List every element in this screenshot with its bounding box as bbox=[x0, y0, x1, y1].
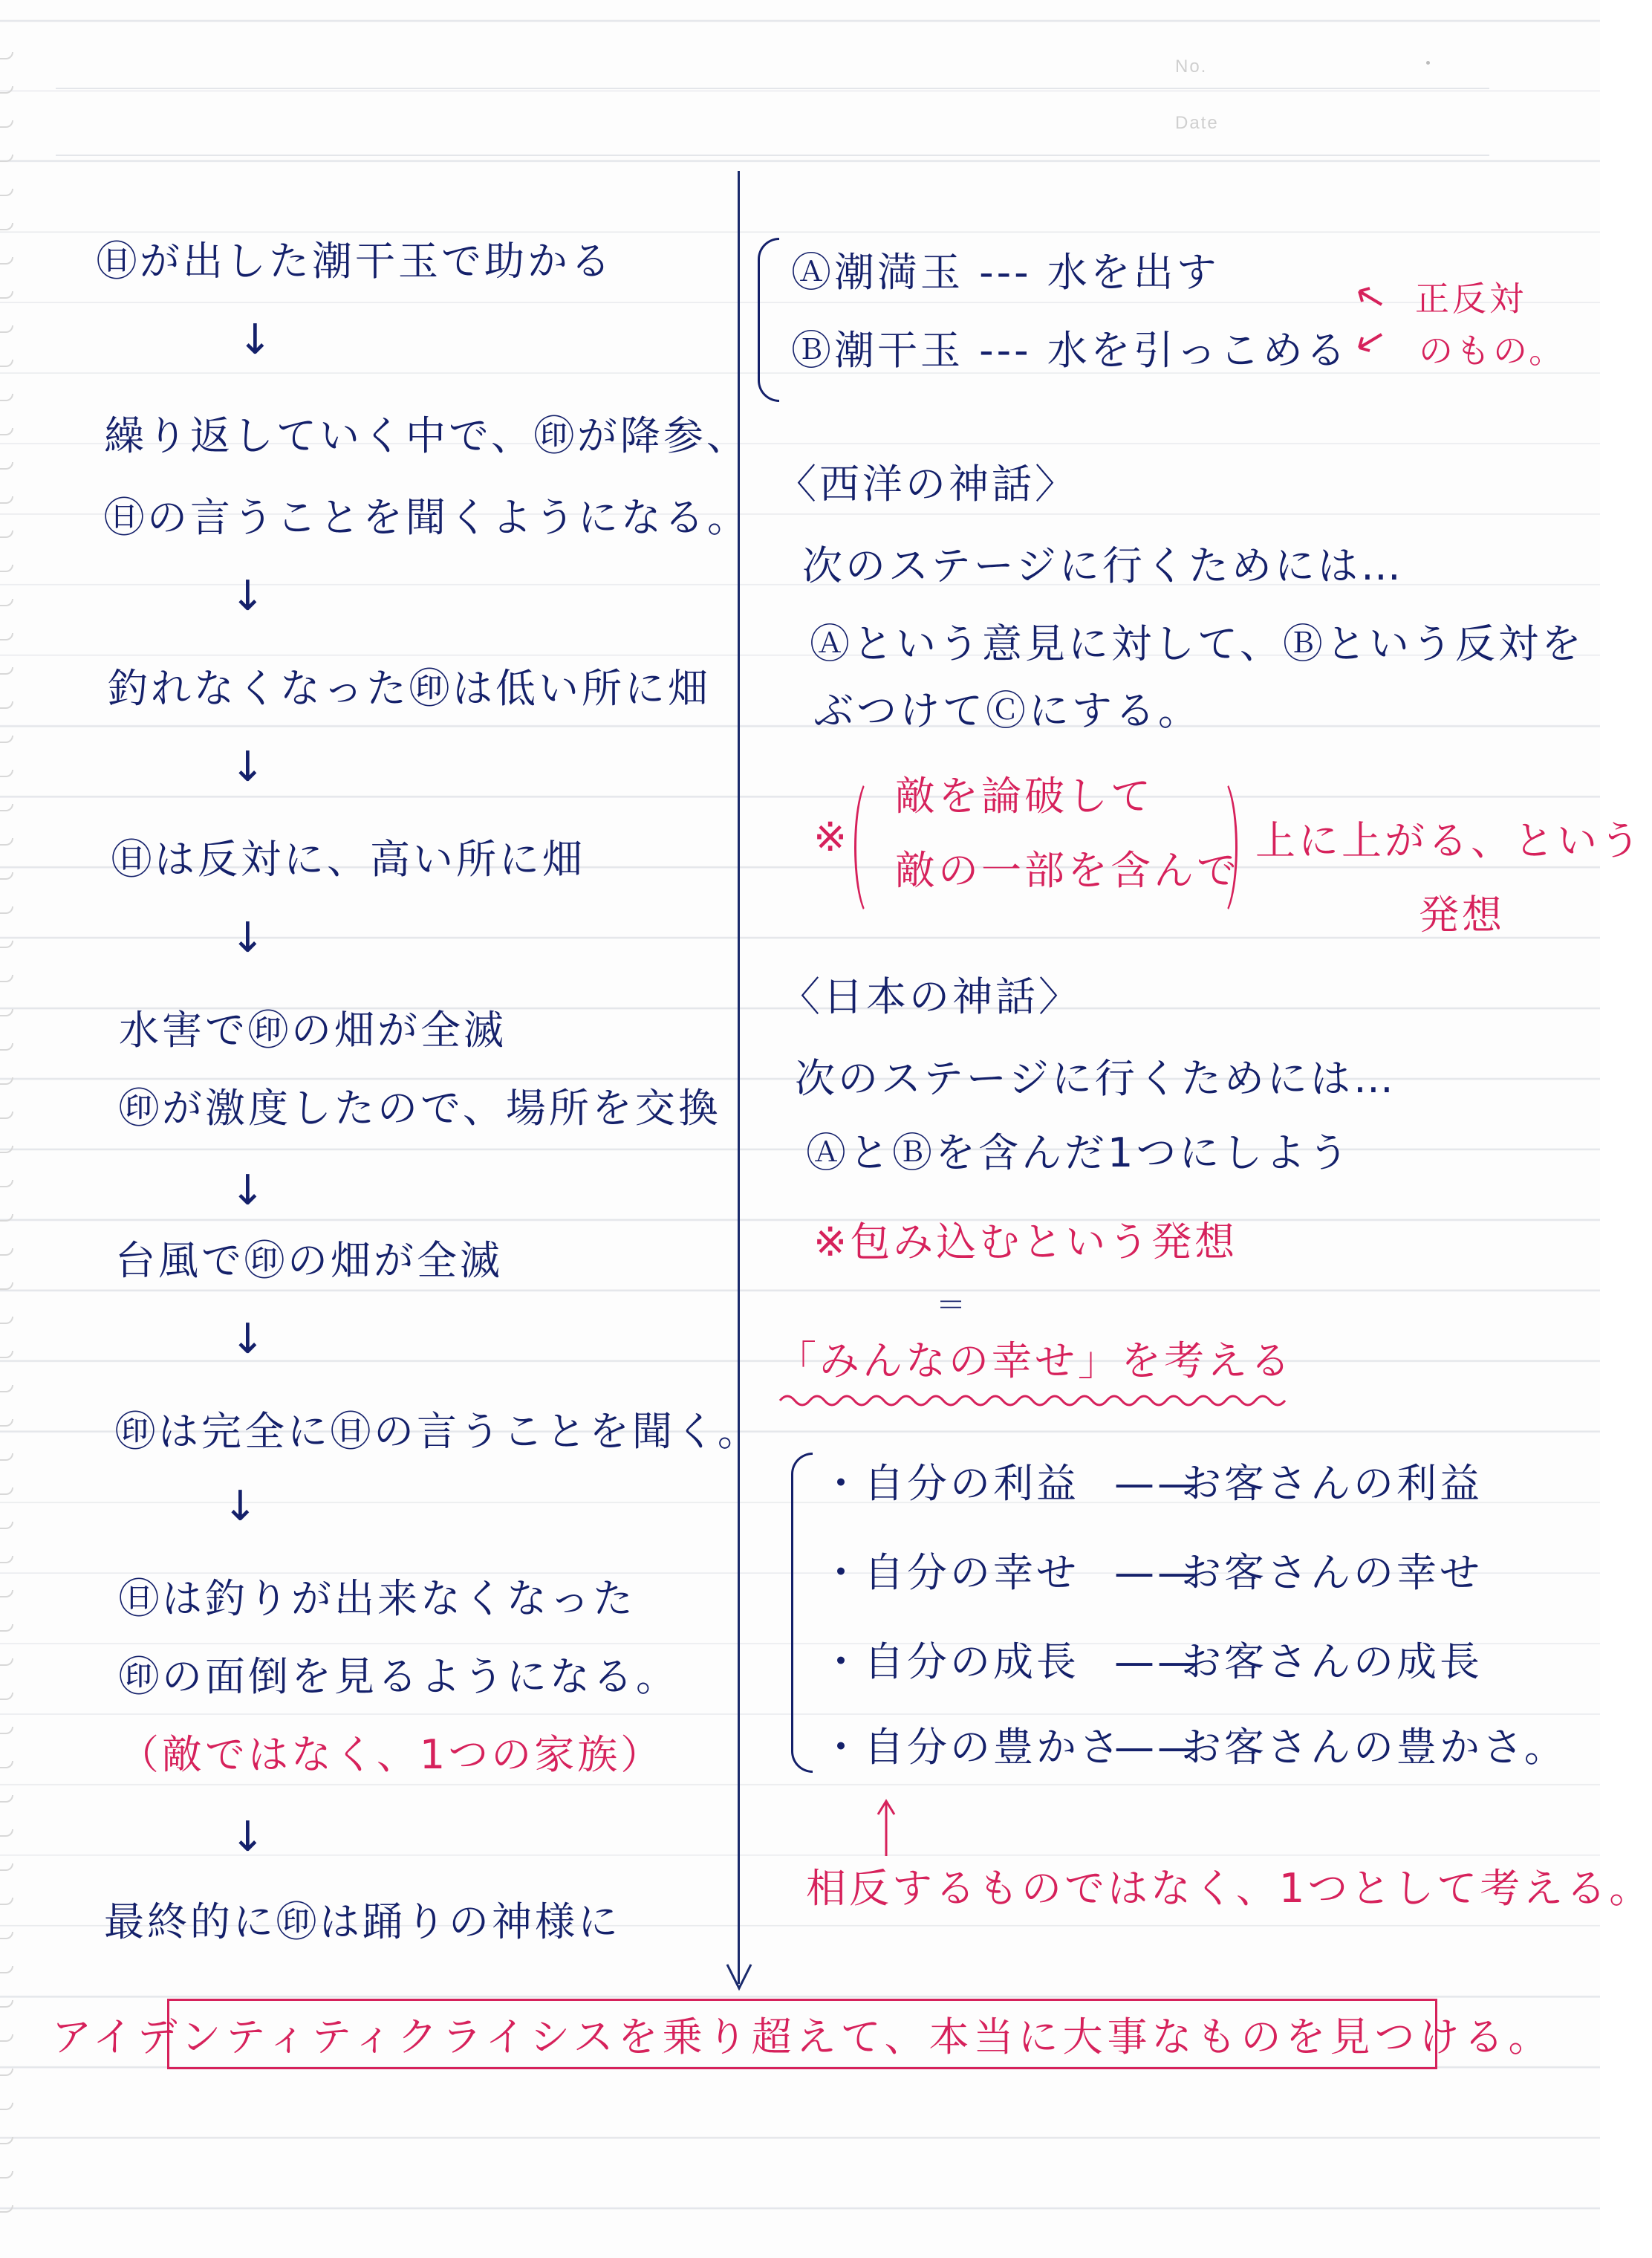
binder-hole bbox=[0, 872, 13, 880]
binder-hole bbox=[0, 428, 13, 435]
western-line-3: ぶつけてⒸにする。 bbox=[813, 687, 1201, 734]
western-note-4: 発想 bbox=[1419, 892, 1505, 938]
binder-hole bbox=[0, 838, 13, 846]
left-line-3: ㊐の言うことを聞くようになる。 bbox=[104, 494, 750, 541]
flow-arrow: ↓ bbox=[230, 572, 265, 620]
binder-hole bbox=[0, 120, 13, 128]
binder-hole bbox=[0, 565, 13, 572]
japanese-note: ※包み込むという発想 bbox=[813, 1219, 1238, 1265]
western-title: 〈西洋の神話〉 bbox=[776, 461, 1078, 507]
binder-hole bbox=[0, 1556, 13, 1563]
binder-hole bbox=[0, 223, 13, 230]
equals-sign: ＝ bbox=[936, 1288, 969, 1323]
binder-hole bbox=[0, 1590, 13, 1597]
pair-dash: —— bbox=[1114, 1638, 1200, 1685]
binder-hole bbox=[0, 1214, 13, 1222]
binder-hole bbox=[0, 1658, 13, 1666]
pair-dash: —— bbox=[1114, 1549, 1200, 1596]
binder-hole bbox=[0, 1180, 13, 1187]
binder-hole bbox=[0, 2103, 13, 2110]
binder-hole bbox=[0, 291, 13, 299]
binder-hole bbox=[0, 2205, 13, 2213]
binder-hole bbox=[0, 1898, 13, 1905]
binder-hole bbox=[0, 1966, 13, 1973]
binder-hole bbox=[0, 462, 13, 470]
binder-hole bbox=[0, 1761, 13, 1768]
binder-hole bbox=[0, 1727, 13, 1734]
pair-self: ・自分の豊かさ bbox=[821, 1724, 1122, 1771]
pairs-brace bbox=[791, 1453, 813, 1773]
pair-customer: お客さんの豊かさ。 bbox=[1181, 1724, 1567, 1771]
divider-arrowhead bbox=[724, 1962, 754, 1991]
binder-hole bbox=[0, 2069, 13, 2076]
binder-hole bbox=[0, 1624, 13, 1632]
binder-hole bbox=[0, 804, 13, 811]
header-rule bbox=[56, 88, 1489, 89]
binder-hole bbox=[0, 1146, 13, 1153]
binder-hole bbox=[0, 360, 13, 367]
left-line-9: ㊞は完全に㊐の言うことを聞く。 bbox=[115, 1408, 761, 1455]
binder-hole bbox=[0, 1693, 13, 1700]
pair-customer: お客さんの幸せ bbox=[1181, 1549, 1483, 1596]
binder-hole bbox=[0, 2000, 13, 2008]
binder-hole bbox=[0, 2171, 13, 2178]
japanese-title: 〈日本の神話〉 bbox=[780, 973, 1082, 1020]
flow-arrow: ↓ bbox=[238, 316, 273, 364]
western-note-1: 敵を論破して bbox=[895, 773, 1154, 820]
pair-customer: お客さんの利益 bbox=[1181, 1460, 1483, 1507]
binder-hole bbox=[0, 86, 13, 94]
binder-hole bbox=[0, 325, 13, 333]
binder-holes bbox=[0, 0, 16, 2258]
left-line-10: ㊐は釣りが出来なくなった bbox=[119, 1575, 636, 1622]
pair-self: ・自分の幸せ bbox=[821, 1549, 1079, 1596]
tama-b: Ⓑ潮干玉 --- 水を引っこめる bbox=[791, 327, 1349, 374]
binder-hole bbox=[0, 2034, 13, 2042]
key-phrase: 「みんなの幸せ」を考える bbox=[776, 1337, 1293, 1384]
japanese-line-1: 次のステージに行くためには… bbox=[795, 1055, 1396, 1102]
close-paren bbox=[1203, 776, 1238, 918]
binder-hole bbox=[0, 52, 13, 59]
flow-arrow: ↓ bbox=[223, 1482, 258, 1531]
binder-hole bbox=[0, 633, 13, 640]
binder-hole bbox=[0, 975, 13, 982]
pair-self: ・自分の成長 bbox=[821, 1638, 1079, 1685]
binder-hole bbox=[0, 1488, 13, 1495]
opposite-note-1: 正反対 bbox=[1415, 279, 1526, 319]
binder-hole bbox=[0, 1863, 13, 1871]
binder-hole bbox=[0, 1043, 13, 1051]
open-paren bbox=[854, 776, 888, 918]
left-line-13: 最終的に㊞は踊りの神様に bbox=[104, 1898, 621, 1945]
binder-hole bbox=[0, 736, 13, 743]
binder-hole bbox=[0, 1248, 13, 1256]
header-dot bbox=[1426, 61, 1430, 65]
family-note: （敵ではなく、1つの家族） bbox=[119, 1731, 664, 1778]
flow-arrow: ↓ bbox=[230, 914, 265, 962]
binder-hole bbox=[0, 2137, 13, 2144]
binder-hole bbox=[0, 906, 13, 914]
western-line-2: Ⓐという意見に対して、Ⓑという反対を bbox=[810, 620, 1584, 667]
left-line-7: ㊞が激度したので、場所を交換 bbox=[119, 1085, 721, 1132]
binder-hole bbox=[0, 941, 13, 948]
binder-hole bbox=[0, 701, 13, 709]
binder-hole bbox=[0, 1795, 13, 1803]
binder-hole bbox=[0, 770, 13, 777]
pair-customer: お客さんの成長 bbox=[1181, 1638, 1483, 1685]
date-label: Date bbox=[1175, 113, 1219, 133]
header-rule bbox=[56, 155, 1489, 156]
binder-hole bbox=[0, 1419, 13, 1427]
pair-dash: —— bbox=[1114, 1724, 1200, 1771]
japanese-line-2: ⒶとⒷを含んだ1つにしよう bbox=[806, 1129, 1352, 1176]
left-line-5: ㊐は反対に、高い所に畑 bbox=[111, 836, 585, 883]
binder-hole bbox=[0, 531, 13, 538]
binder-hole bbox=[0, 496, 13, 504]
binder-hole bbox=[0, 667, 13, 675]
left-line-4: 釣れなくなった㊞は低い所に畑 bbox=[108, 665, 711, 712]
summary-box bbox=[51, 1999, 1553, 2069]
binder-hole bbox=[0, 1522, 13, 1529]
binder-hole bbox=[0, 257, 13, 265]
up-arrow-icon bbox=[875, 1798, 897, 1858]
left-line-1: ㊐が出した潮干玉で助かる bbox=[97, 238, 614, 285]
western-mark: ※ bbox=[813, 814, 851, 860]
left-line-11: ㊞の面倒を見るようになる。 bbox=[119, 1653, 679, 1700]
wavy-underline bbox=[780, 1389, 1285, 1412]
flow-arrow: ↓ bbox=[230, 743, 265, 791]
western-note-2: 敵の一部を含んで bbox=[895, 847, 1240, 894]
tama-brace bbox=[758, 238, 779, 402]
left-line-2: 繰り返していく中で、㊞が降参、 bbox=[104, 412, 749, 459]
pair-self: ・自分の利益 bbox=[821, 1460, 1079, 1507]
binder-hole bbox=[0, 189, 13, 196]
summary-text: アイデンティティクライシスを乗り超えて、本当に大事なものを見つける。 bbox=[51, 2014, 1553, 2060]
binder-hole bbox=[0, 599, 13, 606]
flow-arrow: ↓ bbox=[230, 1167, 265, 1215]
left-line-8: 台風で㊞の畑が全滅 bbox=[115, 1237, 503, 1284]
pair-dash: —— bbox=[1114, 1460, 1200, 1507]
opposite-note-2: のもの。 bbox=[1419, 331, 1567, 371]
binder-hole bbox=[0, 1009, 13, 1016]
binder-hole bbox=[0, 1282, 13, 1290]
western-line-1: 次のステージに行くためには… bbox=[802, 542, 1404, 589]
flow-arrow: ↓ bbox=[230, 1813, 265, 1861]
binder-hole bbox=[0, 1077, 13, 1085]
flow-arrow: ↓ bbox=[230, 1315, 265, 1363]
western-note-3: 上に上がる、という bbox=[1255, 817, 1643, 864]
binder-hole bbox=[0, 1385, 13, 1392]
tama-a: Ⓐ潮満玉 --- 水を出す bbox=[791, 249, 1220, 296]
conclusion: 相反するものではなく、1つとして考える。 bbox=[806, 1865, 1652, 1912]
binder-hole bbox=[0, 1112, 13, 1119]
opposite-arrow-icon bbox=[1352, 282, 1396, 357]
binder-hole bbox=[0, 1932, 13, 1939]
binder-hole bbox=[0, 1317, 13, 1324]
left-line-6: 水害で㊞の畑が全滅 bbox=[119, 1007, 507, 1054]
no-label: No. bbox=[1175, 56, 1208, 77]
binder-hole bbox=[0, 1453, 13, 1461]
binder-hole bbox=[0, 394, 13, 401]
binder-hole bbox=[0, 1351, 13, 1358]
binder-hole bbox=[0, 1829, 13, 1837]
binder-hole bbox=[0, 155, 13, 162]
